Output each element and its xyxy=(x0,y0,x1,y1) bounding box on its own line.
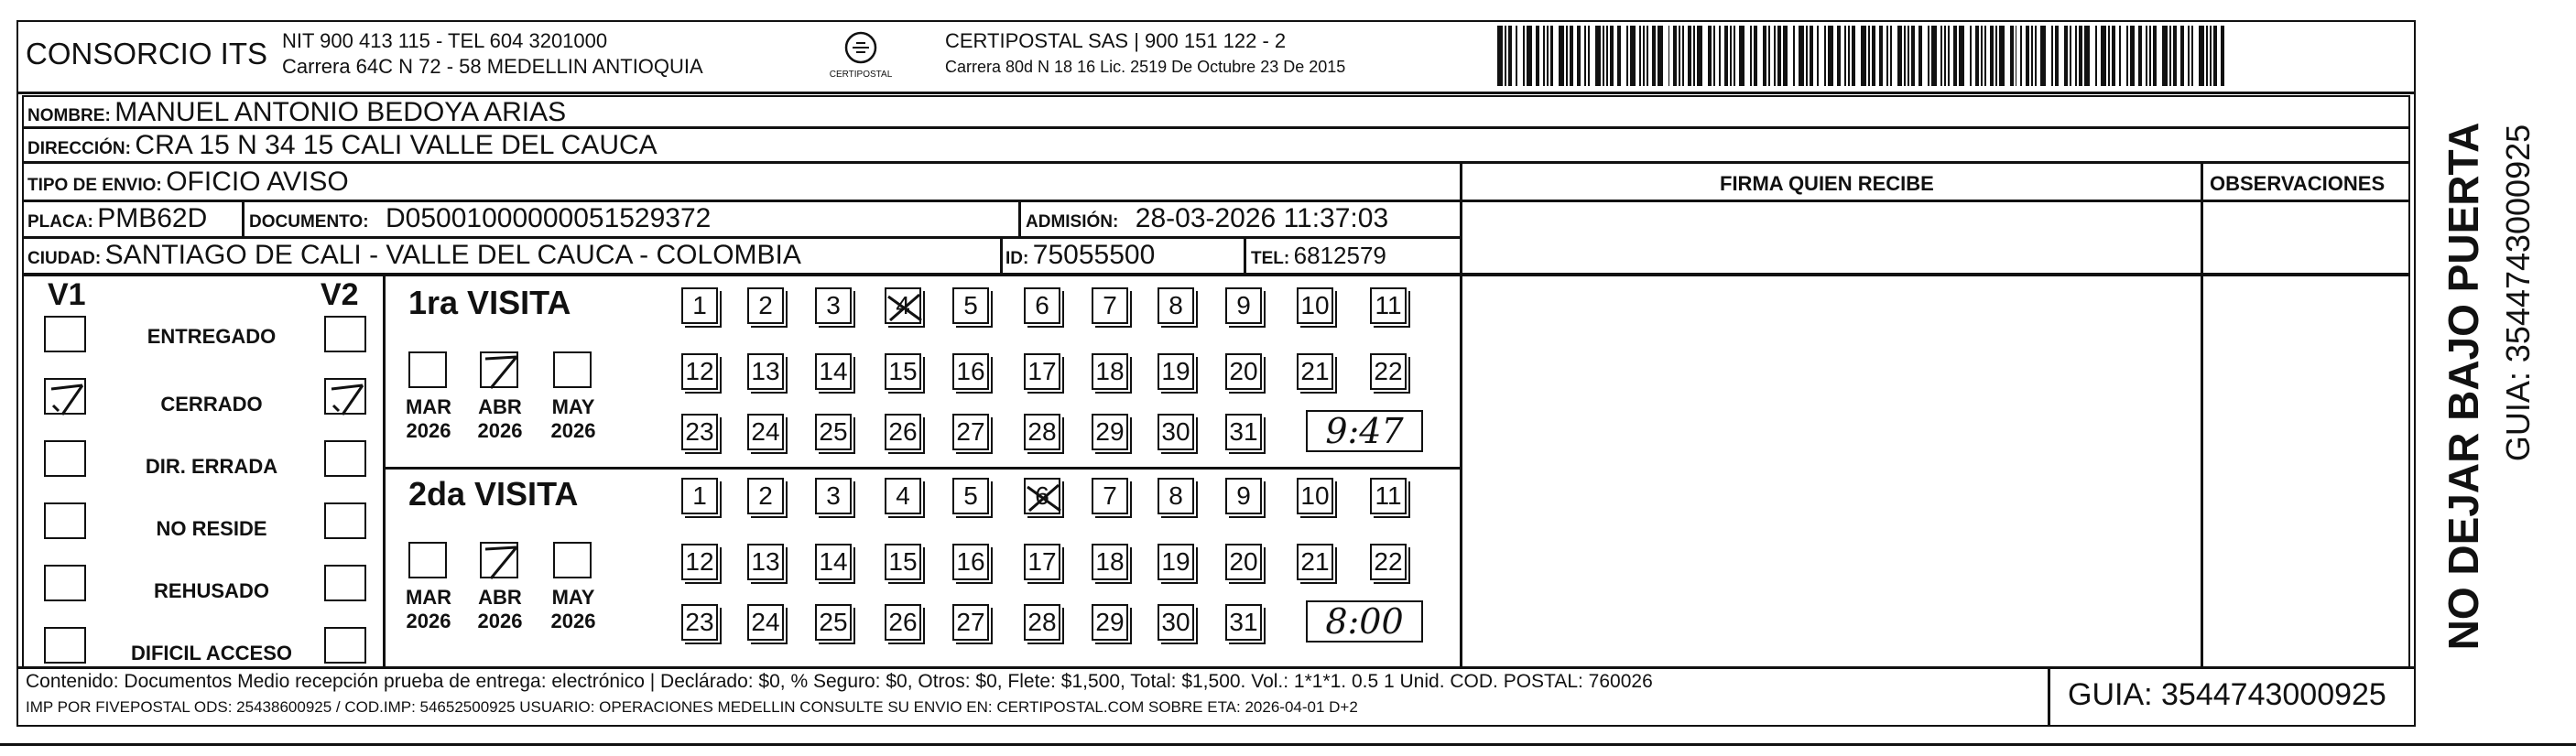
check-mark-icon xyxy=(326,380,368,416)
admission-cell xyxy=(1026,205,1388,232)
barcode-bar xyxy=(1547,26,1549,86)
barcode xyxy=(1497,26,2230,86)
day-box[interactable]: 22 xyxy=(1370,544,1407,580)
barcode-bar xyxy=(1550,26,1554,86)
day-box[interactable]: 6 xyxy=(1024,478,1060,514)
barcode-bar xyxy=(1617,26,1621,86)
v2-checkbox[interactable] xyxy=(324,502,366,539)
plate-value: PMB62D xyxy=(97,203,208,233)
barcode-bar xyxy=(1872,26,1875,86)
month-label: MAR xyxy=(405,586,452,609)
barcode-bar xyxy=(1990,26,1994,86)
day-box[interactable]: 4 xyxy=(885,287,921,324)
day-box[interactable]: 2 xyxy=(747,287,784,324)
barcode-bar xyxy=(1783,26,1788,86)
barcode-bar xyxy=(2119,26,2121,86)
barcode-bar xyxy=(1610,26,1614,86)
company-line-1: NIT 900 413 115 - TEL 604 3201000 xyxy=(282,29,608,52)
barcode-bar xyxy=(2095,26,2097,86)
barcode-bar xyxy=(1497,26,1503,86)
day-box[interactable]: 28 xyxy=(1024,604,1060,641)
barcode-bar xyxy=(2153,26,2157,86)
day-box[interactable]: 3 xyxy=(815,287,852,324)
barcode-bar xyxy=(1908,26,1909,86)
visit-divider xyxy=(383,467,1460,470)
document-value: D05001000000051529372 xyxy=(386,203,712,233)
day-box[interactable]: 29 xyxy=(1092,414,1128,450)
day-strike-icon xyxy=(886,289,923,332)
barcode-bar xyxy=(1879,26,1883,86)
barcode-bar xyxy=(1995,26,1997,86)
day-box[interactable]: 19 xyxy=(1158,353,1194,390)
month-label: ABR xyxy=(478,586,522,609)
barcode-bar xyxy=(2064,26,2068,86)
day-box[interactable]: 1 xyxy=(681,478,718,514)
barcode-bar xyxy=(1848,26,1850,86)
barcode-bar xyxy=(2126,26,2128,86)
barcode-bar xyxy=(2035,26,2037,86)
barcode-bar xyxy=(1768,26,1770,86)
barcode-bar xyxy=(2055,26,2059,86)
barcode-bar xyxy=(1837,26,1841,86)
barcode-bar xyxy=(1603,26,1604,86)
barcode-bar xyxy=(1928,26,1929,86)
barcode-bar xyxy=(2149,26,2151,86)
delivery-block xyxy=(22,273,2410,668)
day-box[interactable]: 5 xyxy=(952,478,989,514)
day-strike-icon xyxy=(1026,480,1062,523)
barcode-bar xyxy=(1897,26,1903,86)
recipient-address: CRA 15 N 34 15 CALI VALLE DEL CAUCA xyxy=(135,130,658,160)
barcode-bar xyxy=(1652,26,1656,86)
barcode-bar xyxy=(1724,26,1728,86)
barcode-bar xyxy=(1688,26,1691,86)
row-divider-2 xyxy=(22,161,2410,164)
company-line-2: Carrera 64C N 72 - 58 MEDELLIN ANTIOQUIA xyxy=(282,55,703,78)
barcode-bar xyxy=(1777,26,1781,86)
barcode-bar xyxy=(1861,26,1866,86)
barcode-bar xyxy=(1606,26,1608,86)
barcode-bar xyxy=(1719,26,1721,86)
day-box[interactable]: 4 xyxy=(885,478,921,514)
day-box[interactable]: 18 xyxy=(1092,353,1128,390)
barcode-bar xyxy=(1828,26,1833,86)
day-box[interactable]: 12 xyxy=(681,353,718,390)
tel-cell xyxy=(1251,243,1386,267)
plate-label: PLACA: xyxy=(27,212,93,232)
visit2-time: 8:00 xyxy=(1306,600,1423,643)
day-box[interactable]: 28 xyxy=(1024,414,1060,450)
day-box[interactable]: 31 xyxy=(1225,604,1262,641)
barcode-bar xyxy=(1810,26,1813,86)
v1-checkbox[interactable] xyxy=(44,378,86,415)
barcode-bar xyxy=(2010,26,2014,86)
footer-line-2: IMP POR FIVEPOSTAL ODS: 25438600925 / COD.IMP: 54652500925 USUARIO: OPERACIONES MEDELLIN CONSULTE SU ENVIO EN: CERTIPOSTAL.COM SOBRE ETA: 2026-04-01 D+2 xyxy=(26,698,1358,716)
admission-divider xyxy=(1018,200,1021,236)
day-box[interactable]: 17 xyxy=(1024,353,1060,390)
day-box[interactable]: 30 xyxy=(1158,604,1194,641)
month-checkbox[interactable] xyxy=(553,542,592,578)
status-label: DIR. ERRADA xyxy=(145,455,278,478)
barcode-bar xyxy=(2031,26,2033,86)
barcode-bar xyxy=(1953,26,1957,86)
barcode-bar xyxy=(2112,26,2115,86)
barcode-bar xyxy=(1948,26,1950,86)
courier-line-2: Carrera 80d N 18 16 Lic. 2519 De Octubre 23 De 2015 xyxy=(945,58,1346,76)
type-label: TIPO DE ENVIO: xyxy=(27,176,162,195)
barcode-bar xyxy=(1763,26,1766,86)
barcode-bar xyxy=(1824,26,1826,86)
footer-line-1: Contenido: Documentos Medio recepción prueba de entrega: electrónico | Declárado: $0, % Seguro: $0, Otros: $0, Flete: $1,500, Total: $1,500. Vol.: 1*1*1. 0.5 1 Unid. COD. POSTAL: 760026 xyxy=(26,671,1653,692)
barcode-bar xyxy=(1886,26,1888,86)
barcode-bar xyxy=(2213,26,2217,86)
month-checkbox[interactable] xyxy=(553,351,592,388)
barcode-bar xyxy=(1975,26,1979,86)
v2-header: V2 xyxy=(321,277,359,312)
barcode-bar xyxy=(1626,26,1628,86)
barcode-bar xyxy=(1693,26,1695,86)
row-divider-3 xyxy=(22,200,1460,202)
day-box[interactable]: 27 xyxy=(952,604,989,641)
day-box[interactable]: 2 xyxy=(747,478,784,514)
day-box[interactable]: 1 xyxy=(681,287,718,324)
barcode-bar xyxy=(1508,26,1512,86)
side-warning: NO DEJAR BAJO PUERTA xyxy=(2440,122,2487,651)
year-label: 2026 xyxy=(477,610,523,632)
shipment-type: OFICIO AVISO xyxy=(166,167,349,197)
day-box[interactable]: 14 xyxy=(815,544,852,580)
v2-checkbox[interactable] xyxy=(324,627,366,664)
check-mark-icon xyxy=(482,544,520,580)
barcode-bar xyxy=(1658,26,1663,86)
day-box[interactable]: 10 xyxy=(1297,287,1333,324)
day-box[interactable]: 21 xyxy=(1297,544,1333,580)
id-divider xyxy=(1000,236,1003,273)
day-box[interactable]: 5 xyxy=(952,287,989,324)
address-row xyxy=(27,132,658,159)
type-row xyxy=(27,168,349,196)
barcode-bar xyxy=(1918,26,1922,86)
barcode-bar xyxy=(1643,26,1645,86)
city-label: CIUDAD: xyxy=(27,249,102,268)
barcode-bar xyxy=(1959,26,1964,86)
footer-rule xyxy=(16,666,2416,669)
status-label: DIFICIL ACCESO xyxy=(130,642,292,664)
barcode-bar xyxy=(2084,26,2090,86)
barcode-bar xyxy=(1543,26,1545,86)
barcode-bar xyxy=(1630,26,1636,86)
barcode-bar xyxy=(2040,26,2046,86)
status-label: NO RESIDE xyxy=(156,517,267,540)
day-box[interactable]: 9 xyxy=(1225,287,1262,324)
barcode-bar xyxy=(1647,26,1648,86)
barcode-bar xyxy=(1739,26,1745,86)
barcode-bar xyxy=(1523,26,1525,86)
year-label: 2026 xyxy=(477,419,523,442)
id-cell xyxy=(1005,242,1155,269)
v1-checkbox[interactable] xyxy=(44,502,86,539)
v1-checkbox[interactable] xyxy=(44,316,86,352)
v2-checkbox[interactable] xyxy=(324,565,366,601)
month-label: ABR xyxy=(478,395,522,418)
observations-header: OBSERVACIONES xyxy=(2210,172,2386,195)
barcode-bar xyxy=(2221,26,2224,86)
day-box[interactable]: 29 xyxy=(1092,604,1128,641)
month-label: MAY xyxy=(551,395,595,418)
barcode-bar xyxy=(1750,26,1752,86)
barcode-bar xyxy=(2130,26,2136,86)
year-label: 2026 xyxy=(406,610,451,632)
month-checkbox[interactable] xyxy=(480,351,518,388)
footer-guia: GUIA: 3544743000925 xyxy=(2068,677,2386,712)
barcode-bar xyxy=(2173,26,2177,86)
day-box[interactable]: 23 xyxy=(681,604,718,641)
barcode-bar xyxy=(1639,26,1641,86)
tel-divider xyxy=(1244,236,1246,273)
day-box[interactable]: 18 xyxy=(1092,544,1128,580)
day-box[interactable]: 13 xyxy=(747,353,784,390)
header-divider xyxy=(16,92,2416,94)
barcode-bar xyxy=(1754,26,1757,86)
barcode-bar xyxy=(1734,26,1735,86)
month-checkbox[interactable] xyxy=(408,351,447,388)
barcode-bar xyxy=(2199,26,2204,86)
barcode-bar xyxy=(2191,26,2193,86)
barcode-bar xyxy=(1673,26,1677,86)
day-box[interactable]: 3 xyxy=(815,478,852,514)
year-label: 2026 xyxy=(550,419,596,442)
year-label: 2026 xyxy=(406,419,451,442)
visit2-title: 2da VISITA xyxy=(408,475,579,513)
plate-divider xyxy=(242,200,245,236)
name-row xyxy=(27,99,566,126)
barcode-bar xyxy=(1516,26,1517,86)
barcode-bar xyxy=(2026,26,2029,86)
day-box[interactable]: 31 xyxy=(1225,414,1262,450)
visit1-title: 1ra VISITA xyxy=(408,284,571,321)
barcode-bar xyxy=(1682,26,1684,86)
barcode-bar xyxy=(1890,26,1892,86)
barcode-bar xyxy=(1577,26,1581,86)
day-box[interactable]: 7 xyxy=(1092,478,1128,514)
barcode-bar xyxy=(2075,26,2077,86)
check-mark-icon xyxy=(46,380,88,416)
month-label: MAR xyxy=(405,395,452,418)
day-box[interactable]: 8 xyxy=(1158,478,1194,514)
certipostal-logo xyxy=(829,29,893,84)
v2-checkbox[interactable] xyxy=(324,378,366,415)
month-label: MAY xyxy=(551,586,595,609)
day-box[interactable]: 20 xyxy=(1225,544,1262,580)
barcode-bar xyxy=(1570,26,1573,86)
day-box[interactable]: 15 xyxy=(885,353,921,390)
day-box[interactable]: 10 xyxy=(1297,478,1333,514)
barcode-bar xyxy=(1566,26,1568,86)
barcode-bar xyxy=(2138,26,2142,86)
barcode-bar xyxy=(1999,26,2005,86)
day-box[interactable]: 16 xyxy=(952,353,989,390)
barcode-bar xyxy=(1697,26,1702,86)
side-guia: GUIA: 3544743000925 xyxy=(2499,124,2537,462)
month-checkbox[interactable] xyxy=(480,542,518,578)
address-label: DIRECCIÓN: xyxy=(27,139,131,158)
status-divider xyxy=(383,273,386,668)
day-box[interactable]: 6 xyxy=(1024,287,1060,324)
day-box[interactable]: 25 xyxy=(815,414,852,450)
barcode-bar xyxy=(2210,26,2212,86)
day-box[interactable]: 21 xyxy=(1297,353,1333,390)
company-name: CONSORCIO ITS xyxy=(26,37,268,70)
document-label: DOCUMENTO: xyxy=(249,212,369,232)
day-box[interactable]: 14 xyxy=(815,353,852,390)
barcode-bar xyxy=(1668,26,1670,86)
day-box[interactable]: 16 xyxy=(952,544,989,580)
day-box[interactable]: 7 xyxy=(1092,287,1128,324)
barcode-bar xyxy=(2108,26,2110,86)
city-cell xyxy=(27,242,801,269)
day-box[interactable]: 24 xyxy=(747,604,784,641)
barcode-bar xyxy=(2180,26,2184,86)
day-box[interactable]: 20 xyxy=(1225,353,1262,390)
day-box[interactable]: 11 xyxy=(1370,287,1407,324)
barcode-bar xyxy=(2020,26,2022,86)
barcode-bar xyxy=(1799,26,1804,86)
recipient-name: MANUEL ANTONIO BEDOYA ARIAS xyxy=(114,97,567,127)
barcode-bar xyxy=(2146,26,2147,86)
plate-cell xyxy=(27,205,207,232)
barcode-bar xyxy=(1774,26,1776,86)
document-cell xyxy=(249,205,711,232)
barcode-bar xyxy=(1679,26,1680,86)
day-box[interactable]: 15 xyxy=(885,544,921,580)
barcode-bar xyxy=(2016,26,2017,86)
barcode-bar xyxy=(1868,26,1870,86)
id-label: ID: xyxy=(1005,249,1029,268)
barcode-bar xyxy=(1944,26,1946,86)
day-box[interactable]: 19 xyxy=(1158,544,1194,580)
barcode-bar xyxy=(1536,26,1539,86)
barcode-bar xyxy=(1806,26,1808,86)
barcode-bar xyxy=(2051,26,2053,86)
day-box[interactable]: 11 xyxy=(1370,478,1407,514)
name-label: NOMBRE: xyxy=(27,106,111,125)
bottom-rule xyxy=(0,743,2576,746)
barcode-bar xyxy=(1931,26,1937,86)
barcode-bar xyxy=(1793,26,1795,86)
barcode-bar xyxy=(1713,26,1715,86)
day-box[interactable]: 23 xyxy=(681,414,718,450)
barcode-bar xyxy=(1559,26,1564,86)
barcode-bar xyxy=(1730,26,1732,86)
courier-line-1: CERTIPOSTAL SAS | 900 151 122 - 2 xyxy=(945,29,1287,52)
v2-checkbox[interactable] xyxy=(324,440,366,477)
barcode-bar xyxy=(1981,26,1983,86)
barcode-bar xyxy=(1852,26,1855,86)
city-value: SANTIAGO DE CALI - VALLE DEL CAUCA - COLOMBIA xyxy=(104,240,801,270)
barcode-bar xyxy=(1940,26,1942,86)
status-label: ENTREGADO xyxy=(147,325,277,348)
barcode-bar xyxy=(1584,26,1586,86)
month-checkbox[interactable] xyxy=(408,542,447,578)
barcode-bar xyxy=(1817,26,1819,86)
id-value: 75055500 xyxy=(1032,240,1156,270)
barcode-bar xyxy=(1588,26,1590,86)
day-box[interactable]: 26 xyxy=(885,604,921,641)
barcode-bar xyxy=(2079,26,2082,86)
status-label: REHUSADO xyxy=(154,579,269,602)
day-box[interactable]: 12 xyxy=(681,544,718,580)
day-box[interactable]: 8 xyxy=(1158,287,1194,324)
barcode-bar xyxy=(1505,26,1506,86)
tel-value: 6812579 xyxy=(1293,242,1386,269)
barcode-bar xyxy=(2162,26,2168,86)
year-label: 2026 xyxy=(550,610,596,632)
logo-text: CERTIPOSTAL xyxy=(829,70,893,80)
barcode-bar xyxy=(1970,26,1972,86)
barcode-bar xyxy=(2206,26,2208,86)
admission-value: 28-03-2026 11:37:03 xyxy=(1135,203,1389,233)
tel-label: TEL: xyxy=(1251,249,1290,268)
v1-header: V1 xyxy=(48,277,86,312)
v1-checkbox[interactable] xyxy=(44,627,86,664)
day-box[interactable]: 13 xyxy=(747,544,784,580)
sig-header-rule xyxy=(1460,200,2410,202)
barcode-bar xyxy=(2101,26,2106,86)
status-label: CERRADO xyxy=(160,393,263,416)
day-box[interactable]: 17 xyxy=(1024,544,1060,580)
day-box[interactable]: 22 xyxy=(1370,353,1407,390)
v1-checkbox[interactable] xyxy=(44,565,86,601)
barcode-bar xyxy=(2169,26,2171,86)
barcode-bar xyxy=(1527,26,1532,86)
signature-header: FIRMA QUIEN RECIBE xyxy=(1720,172,1934,195)
barcode-bar xyxy=(1904,26,1906,86)
barcode-bar xyxy=(1595,26,1601,86)
day-box[interactable]: 9 xyxy=(1225,478,1262,514)
day-box[interactable]: 30 xyxy=(1158,414,1194,450)
barcode-bar xyxy=(1844,26,1846,86)
visit1-time: 9:47 xyxy=(1306,410,1423,452)
barcode-bar xyxy=(2188,26,2190,86)
check-mark-icon xyxy=(482,353,520,390)
footer-guia-divider xyxy=(2048,666,2050,727)
day-box[interactable]: 27 xyxy=(952,414,989,450)
day-box[interactable]: 26 xyxy=(885,414,921,450)
day-box[interactable]: 24 xyxy=(747,414,784,450)
barcode-bar xyxy=(1708,26,1712,86)
v1-checkbox[interactable] xyxy=(44,440,86,477)
v2-checkbox[interactable] xyxy=(324,316,366,352)
barcode-bar xyxy=(1984,26,1986,86)
barcode-bar xyxy=(1911,26,1915,86)
admission-label: ADMISIÓN: xyxy=(1026,212,1119,232)
day-box[interactable]: 25 xyxy=(815,604,852,641)
barcode-bar xyxy=(2070,26,2071,86)
